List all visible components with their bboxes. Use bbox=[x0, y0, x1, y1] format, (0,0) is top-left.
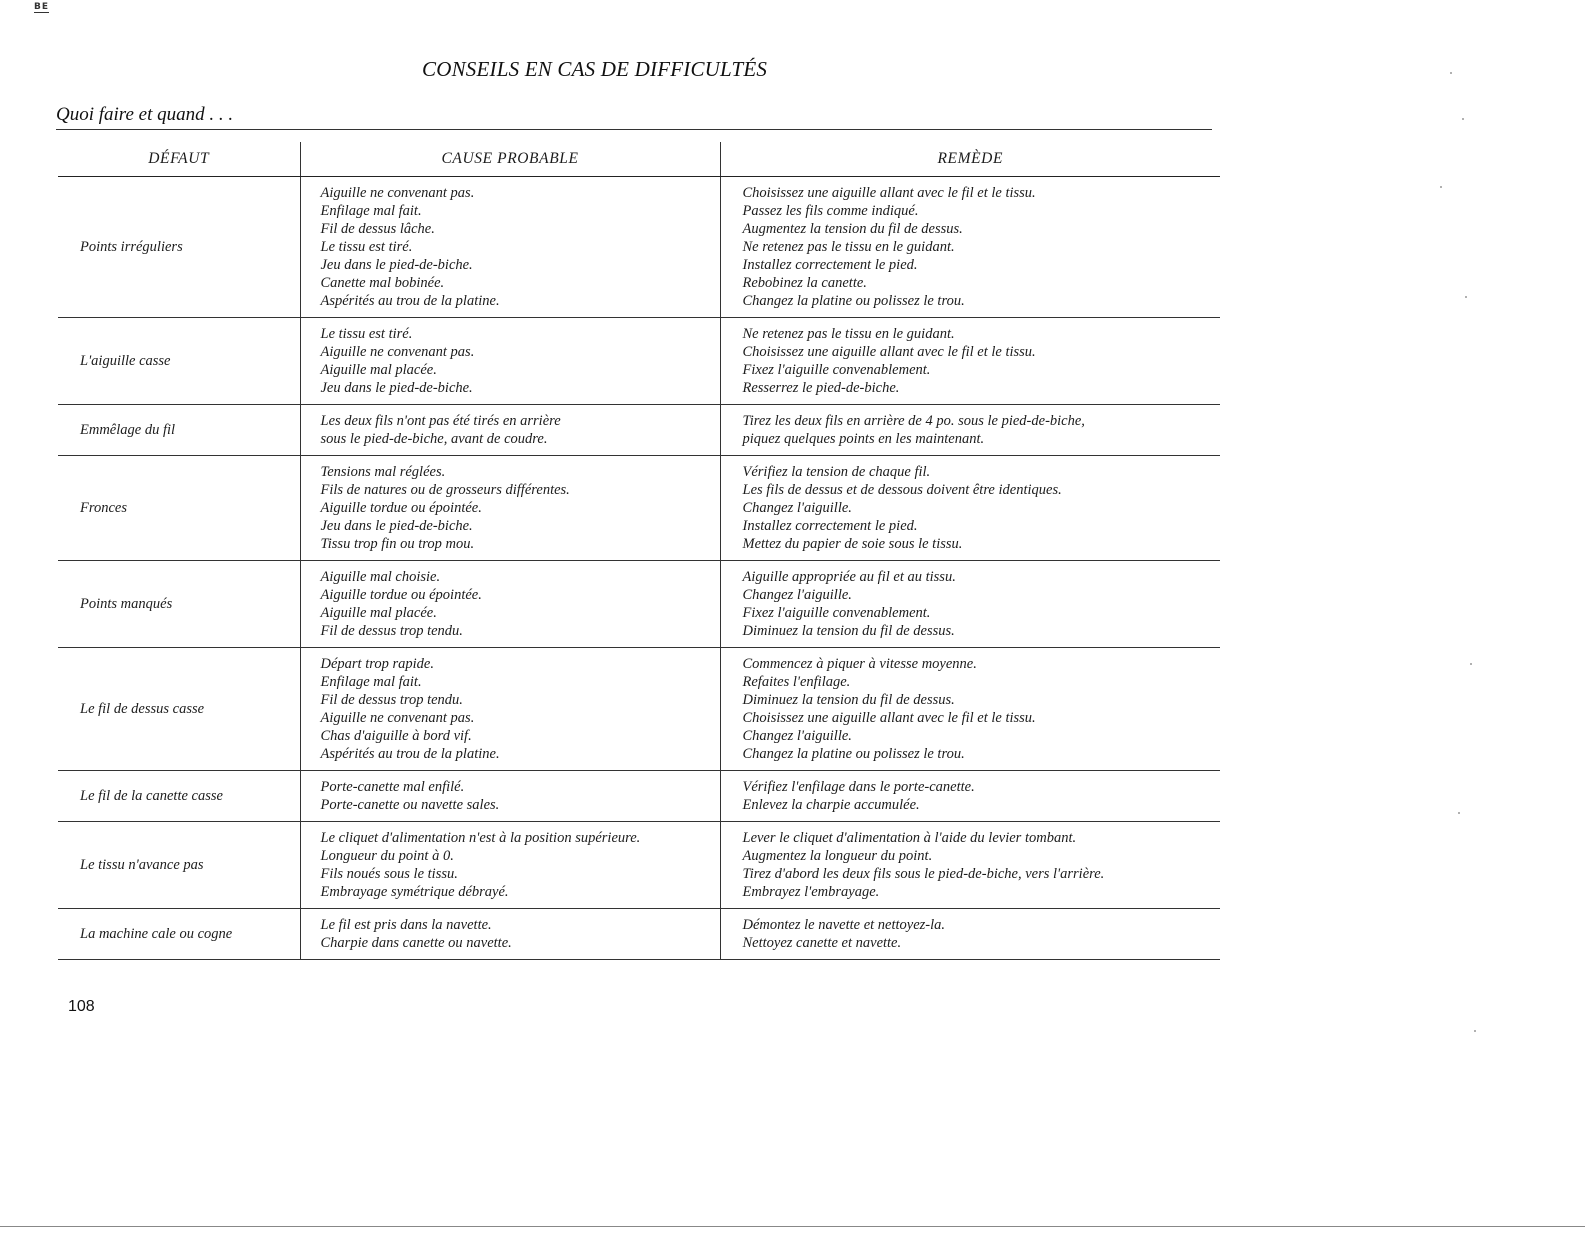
remedy-line: Vérifiez l'enfilage dans le porte-canette. bbox=[742, 779, 975, 795]
cause-line: Porte-canette mal enfilé. bbox=[320, 779, 465, 795]
cause-line: Aiguille mal placée. bbox=[320, 605, 437, 621]
remedy-line: Changez l'aiguille. bbox=[742, 500, 852, 516]
remedy-line: Enlevez la charpie accumulée. bbox=[742, 797, 920, 813]
bottom-rule bbox=[0, 1226, 1585, 1227]
remedy-cell bbox=[720, 561, 1220, 648]
cause-line: Fil de dessus lâche. bbox=[320, 221, 435, 237]
remedy-line: Installez correctement le pied. bbox=[742, 518, 918, 534]
remedy-line: Tirez d'abord les deux fils sous le pied-de-biche, vers l'arrière. bbox=[742, 866, 1105, 882]
header-cause: CAUSE PROBABLE bbox=[300, 142, 720, 177]
table-row bbox=[58, 456, 1220, 561]
cause-line: Fils de natures ou de grosseurs différentes. bbox=[320, 482, 570, 498]
cause-line: Fil de dessus trop tendu. bbox=[320, 623, 463, 639]
remedy-line: Ne retenez pas le tissu en le guidant. bbox=[742, 326, 955, 342]
cause-line: Aiguille ne convenant pas. bbox=[320, 710, 475, 726]
remedy-line: Augmentez la tension du fil de dessus. bbox=[742, 221, 963, 237]
remedy-line: Changez la platine ou polissez le trou. bbox=[742, 293, 965, 309]
remedy-line: Passez les fils comme indiqué. bbox=[742, 203, 919, 219]
cause-line: Le tissu est tiré. bbox=[320, 326, 413, 342]
cause-line: Jeu dans le pied-de-biche. bbox=[320, 518, 473, 534]
cause-cell bbox=[300, 318, 720, 405]
cause-cell bbox=[300, 648, 720, 771]
table-row bbox=[58, 177, 1220, 318]
troubleshooting-table bbox=[58, 142, 1220, 960]
page-subtitle: Quoi faire et quand . . . bbox=[56, 104, 234, 125]
remedy-line: Nettoyez canette et navette. bbox=[742, 935, 902, 951]
remedy-line: Choisissez une aiguille allant avec le fil et le tissu. bbox=[742, 185, 1036, 201]
defect-cell: Le fil de dessus casse bbox=[58, 648, 300, 771]
cause-line: Aiguille tordue ou épointée. bbox=[320, 587, 482, 603]
table-row bbox=[58, 318, 1220, 405]
remedy-line: Augmentez la longueur du point. bbox=[742, 848, 933, 864]
remedy-line: Rebobinez la canette. bbox=[742, 275, 867, 291]
remedy-line: Refaites l'enfilage. bbox=[742, 674, 851, 690]
remedy-cell bbox=[720, 405, 1220, 456]
remedy-line: Choisissez une aiguille allant avec le fil et le tissu. bbox=[742, 344, 1036, 360]
defect-cell: La machine cale ou cogne bbox=[58, 909, 300, 960]
cause-line: Longueur du point à 0. bbox=[320, 848, 454, 864]
cause-line: Aiguille mal choisie. bbox=[320, 569, 441, 585]
remedy-line: Fixez l'aiguille convenablement. bbox=[742, 362, 931, 378]
remedy-line: Ne retenez pas le tissu en le guidant. bbox=[742, 239, 955, 255]
cause-line: Enfilage mal fait. bbox=[320, 203, 422, 219]
remedy-line: Changez la platine ou polissez le trou. bbox=[742, 746, 965, 762]
table-body bbox=[58, 177, 1220, 960]
page-number: 108 bbox=[68, 998, 95, 1015]
top-rule bbox=[56, 129, 1212, 130]
cause-line: Embrayage symétrique débrayé. bbox=[320, 884, 509, 900]
remedy-cell bbox=[720, 771, 1220, 822]
table-row bbox=[58, 909, 1220, 960]
cause-cell bbox=[300, 456, 720, 561]
cause-cell bbox=[300, 822, 720, 909]
cause-line: Canette mal bobinée. bbox=[320, 275, 445, 291]
cause-line: Jeu dans le pied-de-biche. bbox=[320, 380, 473, 396]
cause-line: Le tissu est tiré. bbox=[320, 239, 413, 255]
remedy-cell bbox=[720, 177, 1220, 318]
cause-cell bbox=[300, 405, 720, 456]
remedy-line: Embrayez l'embrayage. bbox=[742, 884, 880, 900]
remedy-line: Choisissez une aiguille allant avec le fil et le tissu. bbox=[742, 710, 1036, 726]
cause-line: Les deux fils n'ont pas été tirés en arrière bbox=[320, 413, 561, 429]
remedy-line: Installez correctement le pied. bbox=[742, 257, 918, 273]
table-row bbox=[58, 771, 1220, 822]
remedy-line: Resserrez le pied-de-biche. bbox=[742, 380, 900, 396]
cause-line: Porte-canette ou navette sales. bbox=[320, 797, 500, 813]
cause-line: Le fil est pris dans la navette. bbox=[320, 917, 492, 933]
table-row bbox=[58, 561, 1220, 648]
table-row bbox=[58, 822, 1220, 909]
table-row bbox=[58, 405, 1220, 456]
cause-line: Fil de dessus trop tendu. bbox=[320, 692, 463, 708]
remedy-line: Démontez le navette et nettoyez-la. bbox=[742, 917, 946, 933]
remedy-line: Tirez les deux fils en arrière de 4 po. sous le pied-de-biche, bbox=[742, 413, 1085, 429]
cause-line: Départ trop rapide. bbox=[320, 656, 434, 672]
remedy-cell bbox=[720, 456, 1220, 561]
cause-cell bbox=[300, 177, 720, 318]
remedy-cell bbox=[720, 822, 1220, 909]
header-remedy: REMÈDE bbox=[720, 142, 1220, 177]
defect-cell: Le fil de la canette casse bbox=[58, 771, 300, 822]
cause-line: Aspérités au trou de la platine. bbox=[320, 293, 500, 309]
remedy-line: Commencez à piquer à vitesse moyenne. bbox=[742, 656, 977, 672]
cause-line: Aiguille ne convenant pas. bbox=[320, 344, 475, 360]
scan-speck bbox=[1470, 663, 1472, 665]
remedy-line: Lever le cliquet d'alimentation à l'aide du levier tombant. bbox=[742, 830, 1077, 846]
cause-line: Tensions mal réglées. bbox=[320, 464, 446, 480]
header-defect: DÉFAUT bbox=[58, 142, 300, 177]
cause-line: Le cliquet d'alimentation n'est à la position supérieure. bbox=[320, 830, 641, 846]
remedy-cell bbox=[720, 318, 1220, 405]
remedy-line: Fixez l'aiguille convenablement. bbox=[742, 605, 931, 621]
remedy-line: Changez l'aiguille. bbox=[742, 728, 852, 744]
scan-speck bbox=[1462, 118, 1464, 120]
scan-speck bbox=[1458, 812, 1460, 814]
defect-cell: Fronces bbox=[58, 456, 300, 561]
cause-line: sous le pied-de-biche, avant de coudre. bbox=[320, 431, 548, 447]
remedy-cell bbox=[720, 909, 1220, 960]
cause-cell bbox=[300, 561, 720, 648]
table-header-row bbox=[58, 142, 1220, 177]
corner-mark: BE bbox=[34, 2, 50, 12]
page-title: CONSEILS EN CAS DE DIFFICULTÉS bbox=[422, 57, 768, 81]
cause-line: Aiguille mal placée. bbox=[320, 362, 437, 378]
cause-line: Chas d'aiguille à bord vif. bbox=[320, 728, 472, 744]
cause-line: Fils noués sous le tissu. bbox=[320, 866, 458, 882]
cause-line: Tissu trop fin ou trop mou. bbox=[320, 536, 475, 552]
scan-speck bbox=[1450, 72, 1452, 74]
cause-line: Aiguille tordue ou épointée. bbox=[320, 500, 482, 516]
defect-cell: Points irréguliers bbox=[58, 177, 300, 318]
cause-cell bbox=[300, 771, 720, 822]
cause-cell bbox=[300, 909, 720, 960]
cause-line: Aspérités au trou de la platine. bbox=[320, 746, 500, 762]
cause-line: Charpie dans canette ou navette. bbox=[320, 935, 512, 951]
cause-line: Aiguille ne convenant pas. bbox=[320, 185, 475, 201]
remedy-line: piquez quelques points en les maintenant. bbox=[742, 431, 985, 447]
defect-cell: Le tissu n'avance pas bbox=[58, 822, 300, 909]
scan-speck bbox=[1474, 1030, 1476, 1032]
remedy-line: Diminuez la tension du fil de dessus. bbox=[742, 623, 955, 639]
remedy-line: Diminuez la tension du fil de dessus. bbox=[742, 692, 955, 708]
cause-line: Jeu dans le pied-de-biche. bbox=[320, 257, 473, 273]
remedy-line: Mettez du papier de soie sous le tissu. bbox=[742, 536, 963, 552]
remedy-line: Vérifiez la tension de chaque fil. bbox=[742, 464, 931, 480]
defect-cell: L'aiguille casse bbox=[58, 318, 300, 405]
scan-speck bbox=[1440, 186, 1442, 188]
cause-line: Enfilage mal fait. bbox=[320, 674, 422, 690]
scan-speck bbox=[1465, 296, 1467, 298]
table-row bbox=[58, 648, 1220, 771]
remedy-line: Les fils de dessus et de dessous doivent être identiques. bbox=[742, 482, 1062, 498]
remedy-line: Changez l'aiguille. bbox=[742, 587, 852, 603]
remedy-cell bbox=[720, 648, 1220, 771]
defect-cell: Emmêlage du fil bbox=[58, 405, 300, 456]
defect-cell: Points manqués bbox=[58, 561, 300, 648]
remedy-line: Aiguille appropriée au fil et au tissu. bbox=[742, 569, 956, 585]
